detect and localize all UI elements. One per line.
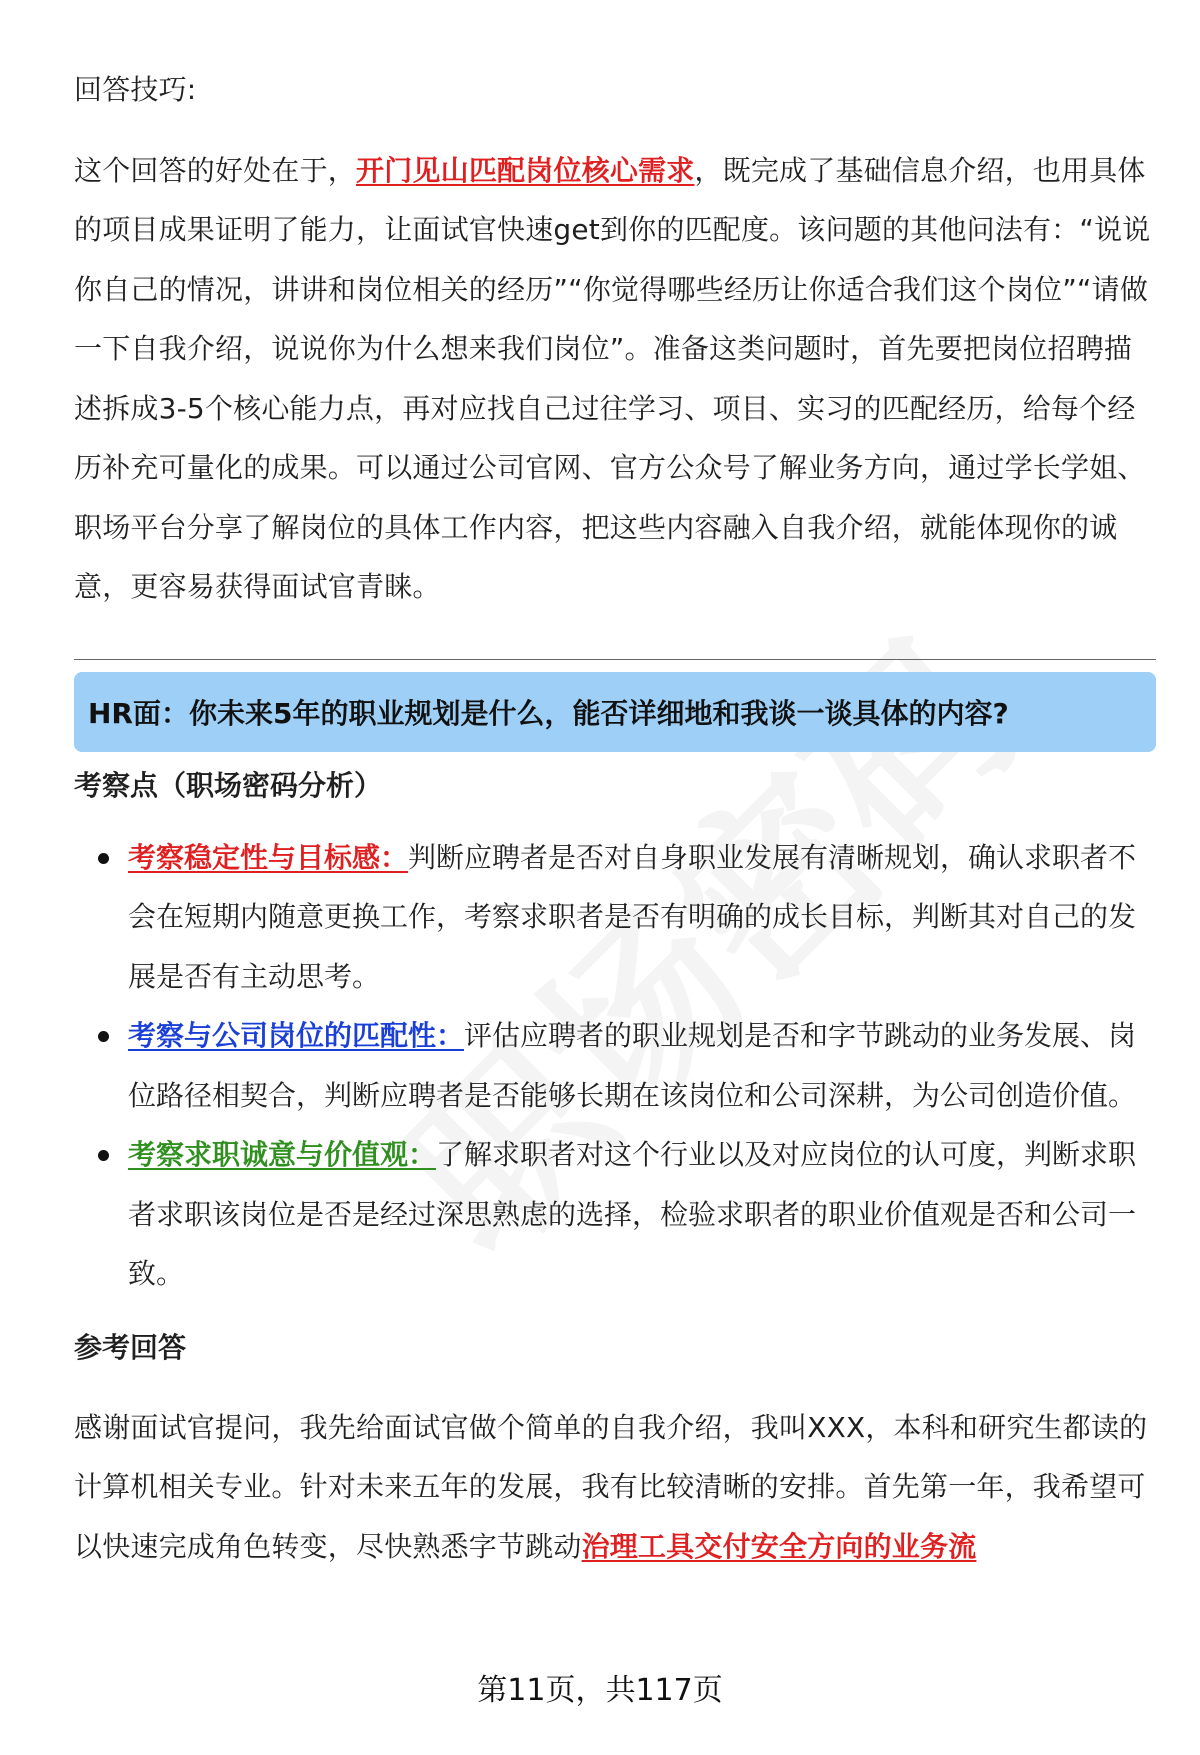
question-text: HR面：你未来5年的职业规划是什么，能否详细地和我谈一谈具体的内容? xyxy=(88,696,1009,730)
point-item-stability xyxy=(74,828,1156,1007)
point-text: 了解求职者对这个行业以及对应岗位的认可度，判断求职者求职该岗位是否是经过深思熟虑的选择，检验求职者的职业价值观是否和公司一致。 xyxy=(128,1138,1137,1290)
answer-paragraph xyxy=(74,1398,1156,1577)
page-number: 第11页，共117页 xyxy=(477,1673,723,1708)
point-title: 考察求职诚意与价值观： xyxy=(128,1138,437,1171)
tips-label: 回答技巧: xyxy=(74,73,197,106)
bullet-dot-icon xyxy=(98,1031,109,1042)
answer-text: 感谢面试官提问，我先给面试官做个简单的自我介绍，我叫XXX，本科和研究生都读的计算机相关专业。针对未来五年的发展，我有比较清晰的安排。首先第一年，我希望可以快速完成角色转变，尽快熟悉字节跳动 xyxy=(74,1410,1148,1563)
question-box xyxy=(74,672,1156,752)
tips-highlight: 开门见山匹配岗位核心需求 xyxy=(356,153,695,187)
bullet-dot-icon xyxy=(98,1150,109,1161)
tips-paragraph xyxy=(74,141,1156,617)
reference-heading: 参考回答 xyxy=(74,1330,187,1364)
analysis-heading: 考察点（职场密码分析） xyxy=(74,768,383,802)
point-item-sincerity xyxy=(74,1125,1156,1304)
point-title: 考察稳定性与目标感： xyxy=(128,840,409,874)
point-text: 评估应聘者的职业规划是否和字节跳动的业务发展、岗位路径相契合，判断应聘者是否能够长期在该岗位和公司深耕，为公司创造价值。 xyxy=(128,1019,1137,1112)
page-content xyxy=(74,60,1156,1576)
tips-suffix: ，既完成了基础信息介绍，也用具体的项目成果证明了能力，让面试官快速get到你的匹配度。该问题的其他问法有：“说说你自己的情况，讲讲和岗位相关的经历”“你觉得哪些经历让你适合我们这个岗位”“请做一下自我介绍，说说你为什么想来我们岗位”。准备这类问题时，首先要把岗位招聘描述拆成3-5个核心能力点，再对应找自己过往学习、项目、实习的匹配经历，给每个经历补充可量化的成果。可以通过公司官网、官方公众号了解业务方向，通过学长学姐、职场平台分享了解岗位的具体工作内容，把这些内容融入自我介绍，就能体现你的诚意，更容易获得面试官青睐。 xyxy=(74,153,1151,603)
tips-prefix: 这个回答的好处在于， xyxy=(74,153,357,187)
point-text: 判断应聘者是否对自身职业发展有清晰规划，确认求职者不会在短期内随意更换工作，考察求职者是否有明确的成长目标，判断其对自己的发展是否有主动思考。 xyxy=(128,840,1137,993)
point-item-fit xyxy=(74,1006,1156,1125)
point-title: 考察与公司岗位的匹配性： xyxy=(128,1019,465,1052)
answer-highlight: 治理工具交付安全方向的业务流 xyxy=(581,1529,977,1563)
analysis-points xyxy=(74,828,1156,1304)
bullet-dot-icon xyxy=(98,853,109,864)
